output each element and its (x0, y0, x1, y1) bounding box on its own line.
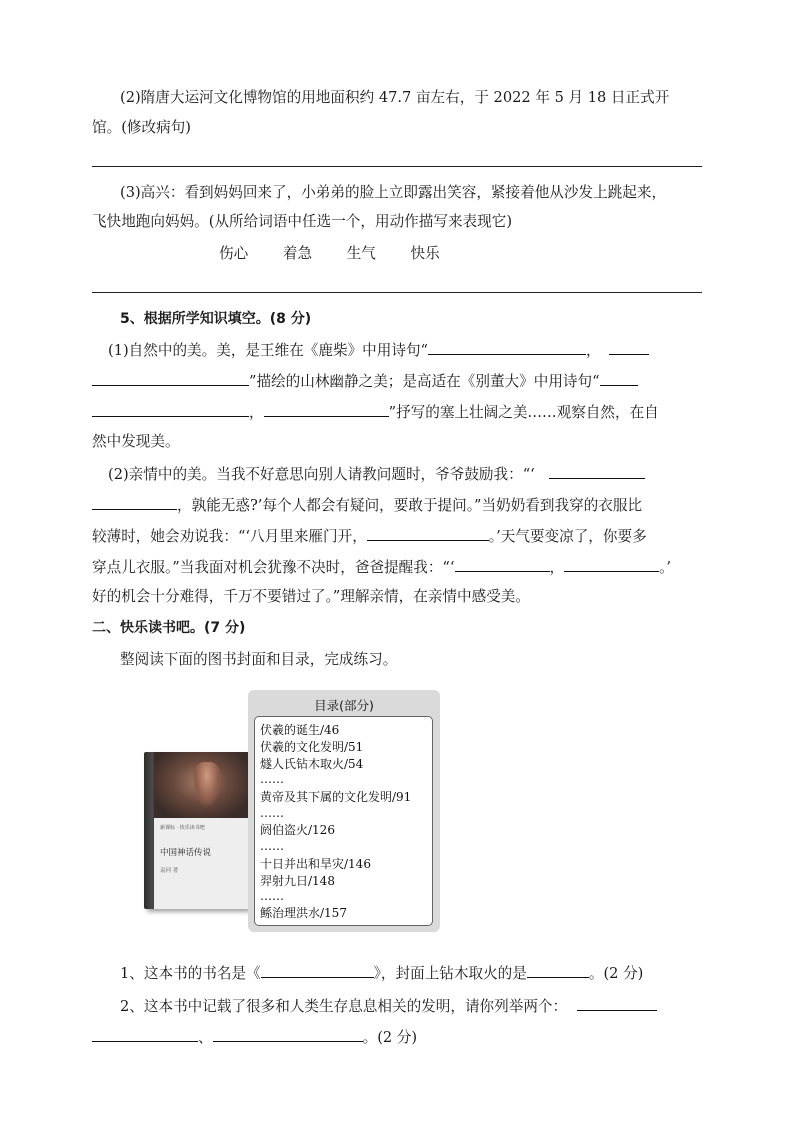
question-1 (120, 962, 704, 984)
q5-s2-line1 (108, 463, 704, 485)
word-option: 生气 (346, 245, 376, 262)
question-2-line2 (92, 1026, 704, 1048)
invention-blank[interactable] (577, 995, 657, 1011)
toc-item: …… (260, 772, 284, 786)
text: 2、这本书中记载了很多和人类生存息息相关的发明，请你列举两个： (120, 998, 568, 1015)
question-2-line1 (120, 995, 704, 1017)
word-option: 着急 (282, 245, 313, 262)
cover-illustration (154, 752, 248, 818)
toc-item: 羿射九日/148 (260, 874, 335, 888)
cover-title: 中国神话传说 (160, 848, 212, 858)
toc-item: 伏羲的诞生/46 (260, 723, 340, 737)
word-options (219, 244, 519, 264)
fill-blank[interactable] (428, 339, 586, 355)
q4-part2-line2: 馆。(修改病句) (92, 119, 191, 136)
invention-blank[interactable] (92, 1026, 198, 1042)
toc-item: …… (260, 889, 284, 903)
toc-item: …… (260, 806, 284, 820)
text: ”抒写的塞上壮阔之美……观察自然，在自 (388, 404, 659, 421)
text: 、 (198, 1029, 213, 1046)
text: ， (249, 404, 264, 421)
cover-author: 袁珂 著 (160, 868, 179, 874)
text: ”描绘的山林幽静之美；是高适在《别董大》中用诗句“ (249, 373, 600, 390)
q5-s1-line2 (92, 370, 704, 392)
q4-part3-line1: (3)高兴：看到妈妈回来了，小弟弟的脸上立即露出笑容，紧接着他从沙发上跳起来， (120, 184, 667, 201)
toc-title: 目录(部分) (314, 698, 374, 713)
text: (2)亲情中的美。当我不好意思向别人请教问题时，爷爷鼓励我：“‘ (108, 466, 535, 483)
word-option: 伤心 (219, 245, 249, 262)
toc-item: 伏羲的文化发明/51 (260, 740, 364, 754)
invention-blank[interactable] (213, 1026, 363, 1042)
fill-blank[interactable] (92, 401, 249, 417)
cover-text-area (154, 818, 248, 909)
fill-blank[interactable] (367, 525, 489, 541)
text: 》，封面上钻木取火的是 (373, 965, 527, 982)
fill-blank[interactable] (564, 556, 659, 572)
book-title-blank[interactable] (261, 962, 374, 978)
text: 。(2 分) (362, 1029, 418, 1046)
text: ， (549, 559, 565, 576)
q4-part3-line2: 飞快地跑向妈妈。(从所给词语中任选一个，用动作描写来表现它) (92, 213, 513, 230)
text: 1、这本书的书名是《 (120, 965, 261, 982)
text: (1)自然中的美。美，是王维在《鹿柴》中用诗句“ (108, 342, 429, 359)
fill-blank[interactable] (600, 370, 638, 386)
q4-part2-line1: (2)隋唐大运河文化博物馆的用地面积约 47.7 亩左右，于 2022 年 5 月 18 日正式开 (120, 89, 670, 106)
cover-series-text: 新课标 · 快乐读书吧 (160, 825, 205, 831)
fill-blank[interactable] (92, 494, 177, 510)
fill-blank[interactable] (92, 370, 249, 386)
q5-s2-line2 (92, 494, 704, 516)
answer-line[interactable] (92, 292, 702, 293)
fire-maker-blank[interactable] (527, 962, 589, 978)
fill-blank[interactable] (549, 463, 645, 479)
fill-blank[interactable] (455, 556, 550, 572)
answer-line[interactable] (92, 166, 702, 167)
toc-item: 黄帝及其下属的文化发明/91 (260, 790, 412, 804)
text: 。’ (659, 559, 672, 576)
toc-image (248, 690, 440, 932)
section2-instruction: 整阅读下面的图书封面和目录，完成练习。 (120, 651, 398, 668)
q5-s1-line4: 然中发现美。 (92, 433, 180, 450)
toc-item: 阏伯盗火/126 (260, 823, 335, 837)
toc-item: 鲧治理洪水/157 (260, 906, 347, 920)
fill-blank[interactable] (609, 339, 649, 355)
q5-title: 5、根据所学知识填空。(8 分) (120, 311, 312, 327)
text: ， (586, 342, 601, 359)
q5-s1-line3 (92, 401, 704, 423)
toc-item: …… (260, 839, 284, 853)
text: ，孰能无惑?’每个人都会有疑问，要敢于提问。”当奶奶看到我穿的衣服比 (177, 497, 643, 514)
text: 较薄时，她会劝说我：“‘八月里来雁门开， (92, 528, 367, 545)
q5-s2-line4 (92, 556, 704, 578)
fill-blank[interactable] (264, 401, 389, 417)
text: 。(2 分) (588, 965, 644, 982)
q5-s1-line1 (108, 339, 704, 361)
text: 。’天气要变凉了，你要多 (488, 528, 647, 545)
text: 穿点儿衣服。”当我面对机会犹豫不决时，爸爸提醒我：“‘ (92, 559, 455, 576)
fire-drilling-figure (192, 762, 222, 808)
section2-title: 二、快乐读书吧。(7 分) (92, 620, 246, 636)
q5-s2-line5: 好的机会十分难得，千万不要错过了。”理解亲情，在亲情中感受美。 (92, 588, 530, 605)
toc-list (254, 716, 433, 926)
q5-s2-line3 (92, 525, 704, 547)
toc-item: 十日并出和旱灾/146 (260, 857, 371, 871)
word-option: 快乐 (410, 245, 440, 262)
book-cover-image (144, 752, 248, 909)
toc-item: 燧人氏钻木取火/54 (260, 757, 364, 771)
